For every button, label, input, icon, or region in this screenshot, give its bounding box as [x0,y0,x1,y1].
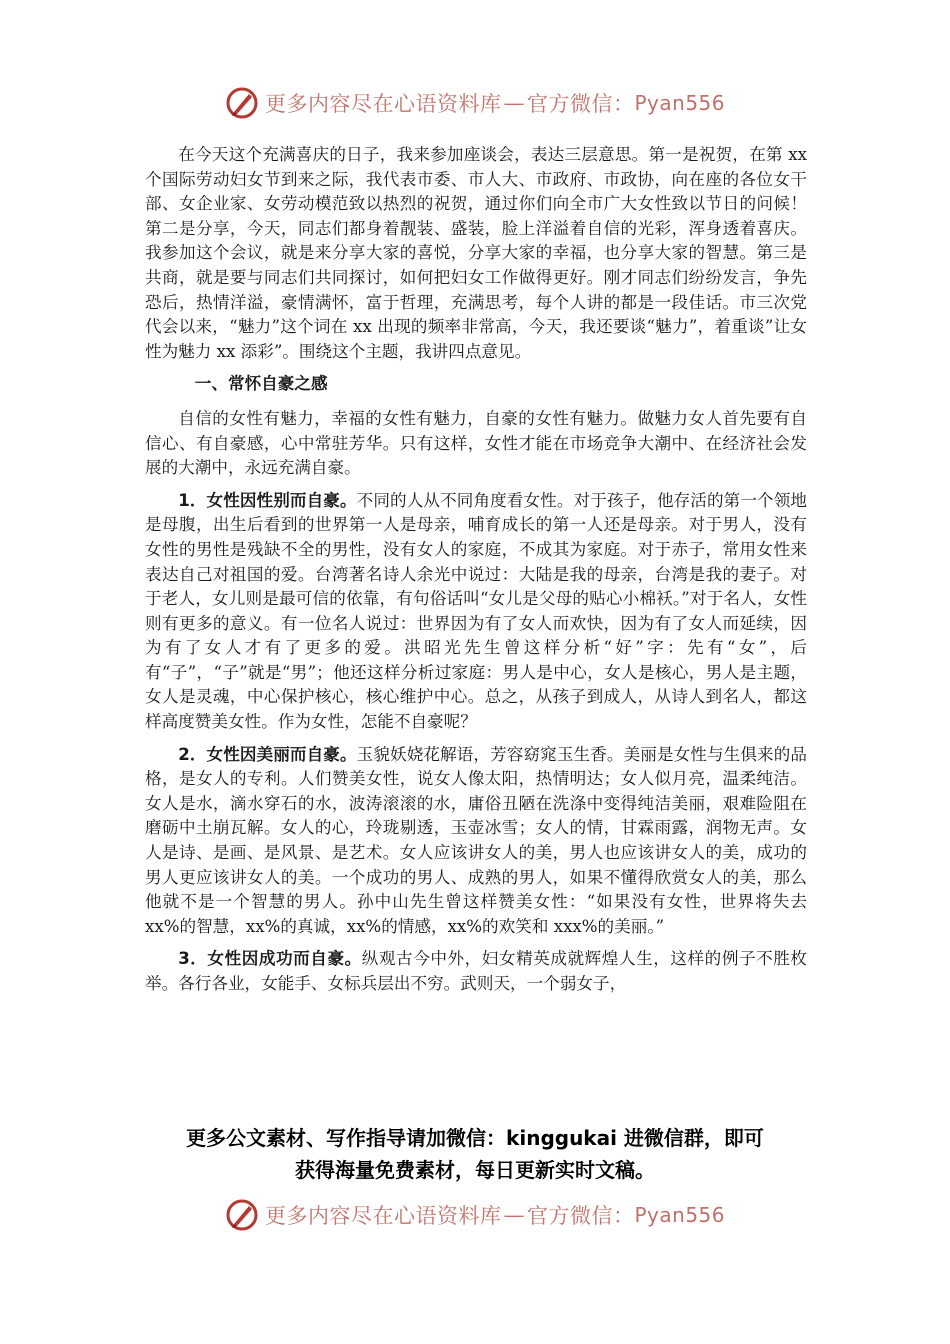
point-3-body: 纵观古今中外，妇女精英成就辉煌人生，这样的例子不胜枚举。各行各业，女能手、女标兵层出不穷。武则天，一个弱女子， [145,949,807,993]
point-2-title: 2．女性因美丽而自豪。 [178,744,357,764]
promo-line-2: 获得海量免费素材，每日更新实时文稿。 [295,1158,655,1182]
brand-suffix: 官方微信： [526,92,635,116]
pen-logo-icon [225,86,259,120]
footer-brand [0,1198,950,1232]
brand-wechat-id: Pyan556 [634,91,725,115]
section-paragraph: 自信的女性有魅力，幸福的女性有魅力，自豪的女性有魅力。做魅力女人首先要有自信心、有自豪感，心中常驻芳华。只有这样，女性才能在市场竞争大潮中、在经济社会发展的大潮中，永远充满自豪。 [145,408,807,478]
point-1-paragraph [145,489,807,735]
point-1-body: 不同的人从不同角度看女性。对于孩子，他存活的第一个领地是母腹，出生后看到的世界第一人是母亲，哺育成长的第一人还是母亲。对于男人，没有女性的男性是残缺不全的男性，没有女人的家庭，不成其为家庭。对于赤子，常用女性来表达自己对祖国的爱。台湾著名诗人余光中说过：大陆是我的母亲，台湾是我的妻子。对于老人，女儿则是最可信的依靠，有句俗话叫“女儿是父母的贴心小棉袄。”对于名人，女性则有更多的意义。有一位名人说过：世界因为有了女人而欢快，因为有了女人而延续，因为有了女人才有了更多的爱。洪昭光先生曾这样分析“好”字：先有“女”，后有“子”，“子”就是“男”；他还这样分析过家庭：男人是中心，女人是核心，男人是主题，女人是灵魂，中心保护核心，核心维护中心。总之，从孩子到成人，从诗人到名人，都这样高度赞美女性。作为女性，怎能不自豪呢？ [145,490,808,732]
pen-logo-icon [225,1198,259,1232]
point-1-title: 1．女性因性别而自豪。 [178,490,357,510]
point-3-title: 3．女性因成功而自豪。 [178,949,362,969]
point-2-paragraph [145,743,807,940]
point-2-body: 玉貌妖娆花解语，芳容窈窕玉生香。美丽是女性与生俱来的品格，是女人的专利。人们赞美女性，说女人像太阳，热情明达；女人似月亮，温柔纯洁。女人是水，滴水穿石的水，波涛滚滚的水，庸俗丑陋在洗涤中变得纯洁美丽，艰难险阻在磨砺中土崩瓦解。女人的心，玲珑剔透，玉壶冰雪；女人的情，甘霖雨露，润物无声。女人是诗、是画、是风景、是艺术。女人应该讲女人的美，男人也应该讲女人的美，成功的男人更应该讲女人的美。一个成功的男人、成熟的男人，如果不懂得欣赏女人的美，那么他就不是一个智慧的男人。孙中山先生曾这样赞美女性：“如果没有女性，世界将失去 xx%的智慧，xx%的真诚，xx%的情感，xx%的欢笑和 xxx%的美丽。” [145,744,808,936]
header-brand [0,86,950,120]
brand-suffix: 官方微信： [526,1204,635,1228]
brand-wechat-id: Pyan556 [634,1203,725,1227]
intro-paragraph: 在今天这个充满喜庆的日子，我来参加座谈会，表达三层意思。第一是祝贺，在第 xx 个国际劳动妇女节到来之际，我代表市委、市人大、市政府、市政协，向在座的各位女干部、女企业家、女劳动模范致以热烈的祝贺，通过你们向全市广大女性致以节日的问候！第二是分享，今天，同志们都身着靓装、盛装，脸上洋溢着自信的光彩，浑身透着喜庆。我参加这个会议，就是来分享大家的喜悦，分享大家的幸福，也分享大家的智慧。第三是共商，就是要与同志们共同探讨，如何把妇女工作做得更好。刚才同志们纷纷发言，争先恐后，热情洋溢，豪情满怀，富于哲理，充满思考，每个人讲的都是一段佳话。市三次党代会以来，“魅力”这个词在 xx 出现的频率非常高，今天，我还要谈“魅力”，着重谈”让女性为魅力 xx 添彩”。围绕这个主题，我讲四点意见。 [145,145,807,361]
section-heading: 一、常怀自豪之感 [194,374,328,394]
article-body [145,143,807,1005]
brand-separator: — [503,91,525,115]
promo-line-1: 更多公文素材、写作指导请加微信：kinggukai 进微信群，即可 [186,1126,764,1150]
promo-notice [140,1122,810,1186]
brand-separator: — [503,1203,525,1227]
brand-text: 更多内容尽在心语资料库 [264,92,502,116]
point-3-paragraph [145,947,807,996]
brand-text: 更多内容尽在心语资料库 [264,1204,502,1228]
